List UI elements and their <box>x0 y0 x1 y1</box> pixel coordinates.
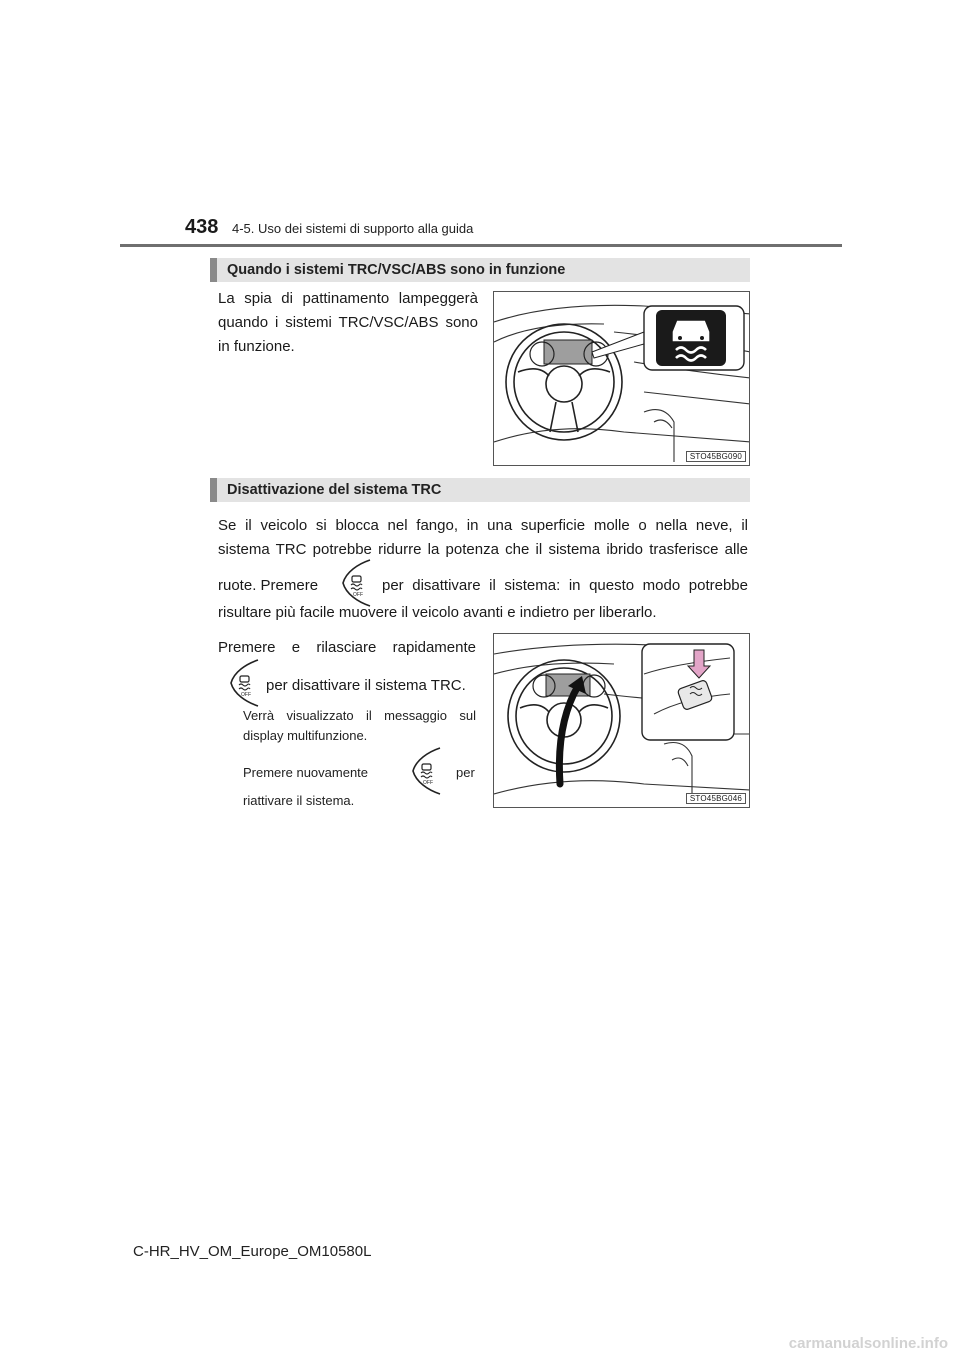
figure-code: STO45BG090 <box>686 451 746 462</box>
watermark: carmanualsonline.info <box>788 1335 948 1352</box>
section2-para2-line1: Premere e rilasciare rapidamente <box>218 639 476 656</box>
dashboard-illustration <box>494 292 750 466</box>
page-number: 438 <box>185 216 219 238</box>
section1-body <box>218 287 478 359</box>
figure-trc-off-button-location <box>493 633 750 808</box>
section-heading-trc-off <box>210 478 750 502</box>
note2-line1a: Premere nuovamente <box>243 765 369 780</box>
body-line: La spia di pattinamento lampeggerà <box>218 290 478 307</box>
section2-para1-line3a: ruote. Premere <box>218 577 319 594</box>
chapter-title: 4-5. Uso dei sistemi di supporto alla guida <box>232 221 474 236</box>
section-heading-text: Quando i sistemi TRC/VSC/ABS sono in funzione <box>227 262 566 278</box>
vsc-off-button-icon <box>228 658 262 708</box>
body-line: in funzione. <box>218 338 295 355</box>
section2-para1-line3b: per disattivare il sistema: in questo modo potrebbe <box>382 577 748 594</box>
header-rule <box>120 244 842 247</box>
vsc-off-button-icon <box>410 746 444 796</box>
section2-para1-line2: sistema TRC potrebbe ridurre la potenza che il sistema ibrido trasferisce alle <box>218 541 748 558</box>
section2-para1-line4: risultare più facile muovere il veicolo avanti e indietro per liberarlo. <box>218 604 657 621</box>
dashboard-illustration <box>494 634 750 808</box>
note2-line1b: per <box>456 765 475 780</box>
note2-line2: riattivare il sistema. <box>243 793 355 808</box>
note1-line2: display multifunzione. <box>243 728 368 743</box>
document-id: C-HR_HV_OM_Europe_OM10580L <box>133 1243 372 1260</box>
note1-line1: Verrà visualizzato il messaggio sul <box>243 708 476 723</box>
body-line: quando i sistemi TRC/VSC/ABS sono <box>218 314 478 331</box>
section2-para1-line1: Se il veicolo si blocca nel fango, in una superficie molle o nella neve, il <box>218 517 748 534</box>
figure-dashboard-slip-indicator <box>493 291 750 466</box>
section2-para2-line2: per disattivare il sistema TRC. <box>266 677 466 694</box>
figure-code: STO45BG046 <box>686 793 746 804</box>
section-heading-text: Disattivazione del sistema TRC <box>227 482 442 498</box>
section-heading-trc-vsc-abs <box>210 258 750 282</box>
